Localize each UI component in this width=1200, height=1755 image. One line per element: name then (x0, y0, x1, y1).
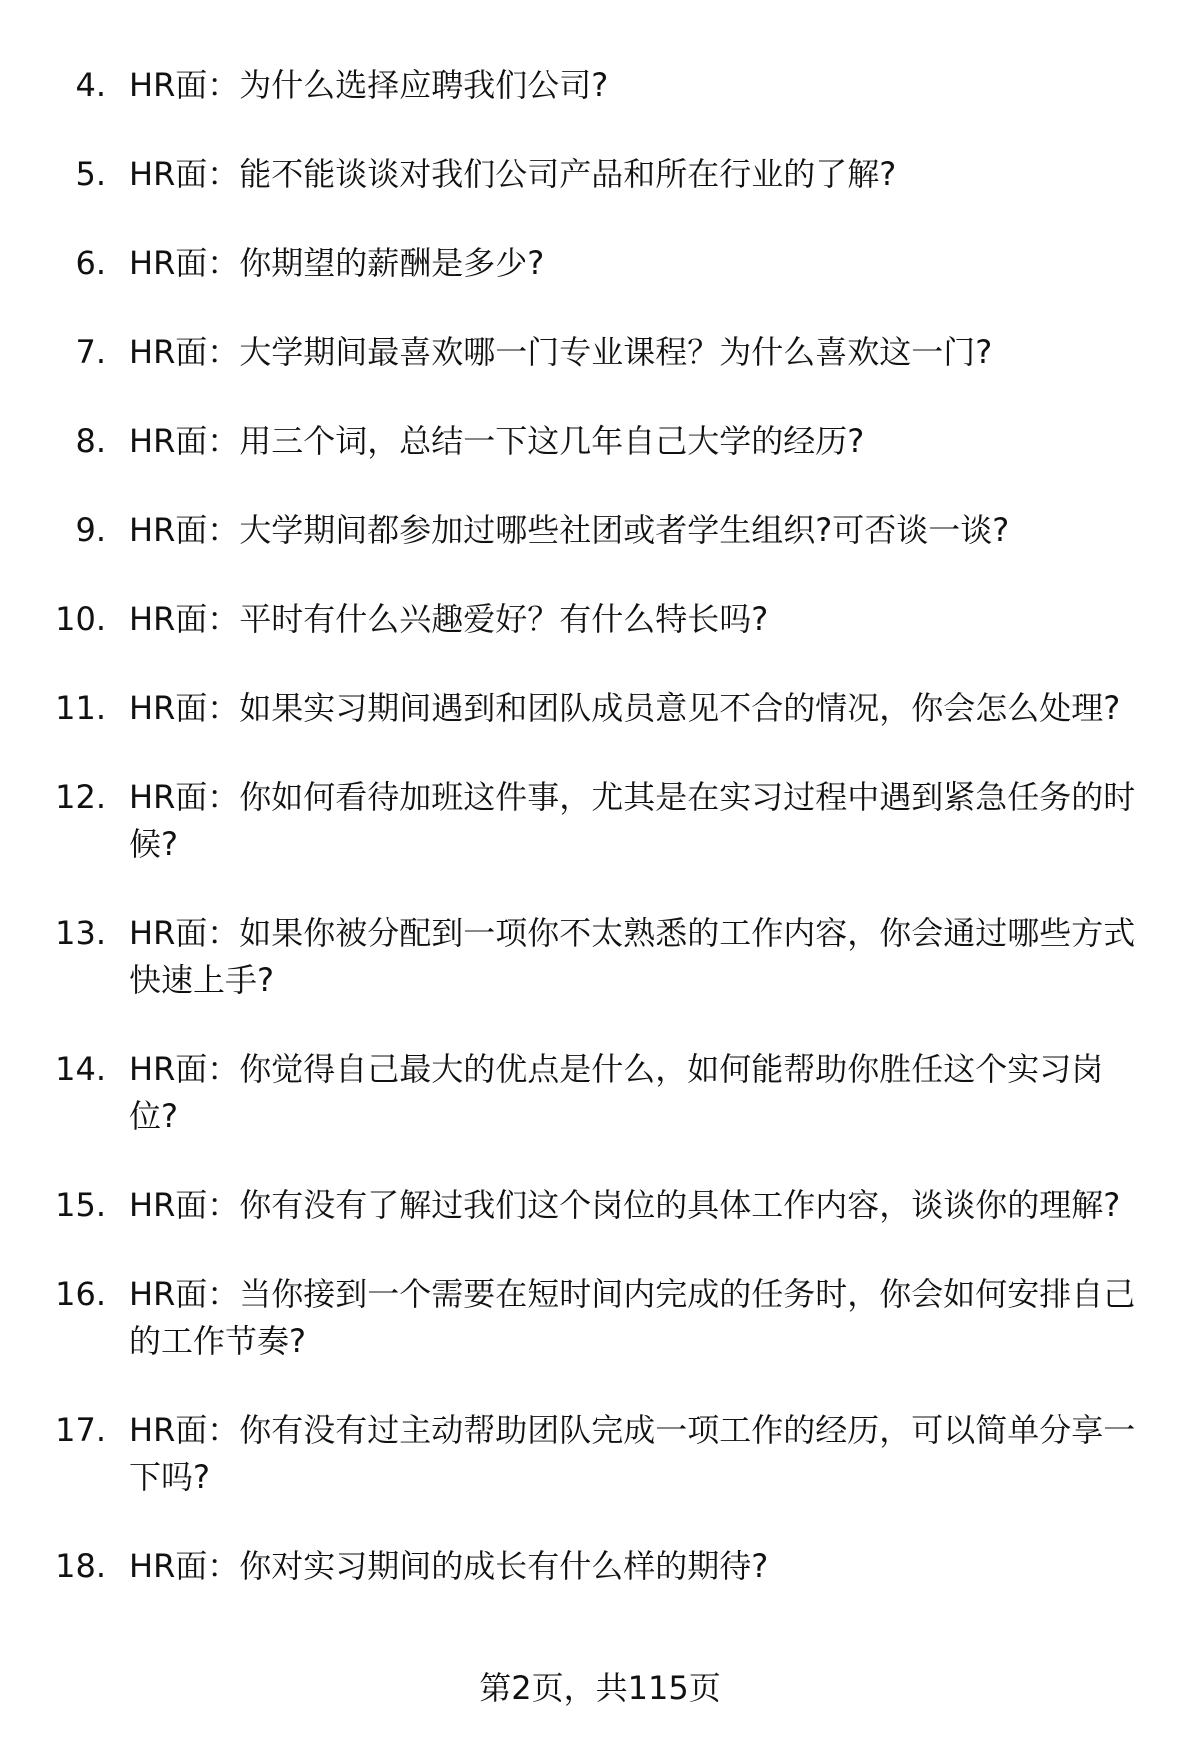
list-item (0, 507, 1200, 554)
item-number: 5. (75, 155, 106, 193)
question-list (0, 62, 1200, 1632)
list-item (0, 1543, 1200, 1590)
list-item (0, 910, 1200, 1004)
item-number: 13. (55, 914, 106, 952)
item-number: 18. (55, 1547, 106, 1585)
item-text: HR面：大学期间都参加过哪些社团或者学生组织?可否谈一谈? (129, 511, 1010, 549)
item-number: 9. (75, 511, 106, 549)
list-item (0, 1407, 1200, 1501)
page-footer: 第2页，共115页 (479, 1669, 721, 1707)
item-text: HR面：你觉得自己最大的优点是什么，如何能帮助你胜任这个实习岗位? (129, 1050, 1104, 1135)
list-item (0, 62, 1200, 109)
item-number: 8. (75, 422, 106, 460)
item-number: 7. (75, 333, 106, 371)
item-number: 14. (55, 1050, 106, 1088)
item-number: 15. (55, 1186, 106, 1224)
item-text: HR面：平时有什么兴趣爱好？有什么特长吗? (129, 600, 769, 638)
item-text: HR面：当你接到一个需要在短时间内完成的任务时，你会如何安排自己的工作节奏? (129, 1275, 1136, 1360)
item-number: 12. (55, 778, 106, 816)
item-text: HR面：你期望的薪酬是多少? (129, 244, 545, 282)
item-text: HR面：如果实习期间遇到和团队成员意见不合的情况，你会怎么处理? (129, 689, 1121, 727)
item-text: HR面：你有没有过主动帮助团队完成一项工作的经历，可以简单分享一下吗? (129, 1411, 1136, 1496)
list-item (0, 774, 1200, 868)
item-text: HR面：你如何看待加班这件事，尤其是在实习过程中遇到紧急任务的时候? (129, 778, 1136, 863)
list-item (0, 418, 1200, 465)
list-item (0, 596, 1200, 643)
item-text: HR面：如果你被分配到一项你不太熟悉的工作内容，你会通过哪些方式快速上手? (129, 914, 1136, 999)
list-item (0, 1271, 1200, 1365)
item-number: 17. (55, 1411, 106, 1449)
list-item (0, 1182, 1200, 1229)
item-number: 16. (55, 1275, 106, 1313)
list-item (0, 685, 1200, 732)
item-text: HR面：用三个词，总结一下这几年自己大学的经历? (129, 422, 865, 460)
item-number: 6. (75, 244, 106, 282)
list-item (0, 1046, 1200, 1140)
item-number: 11. (55, 689, 106, 727)
item-number: 10. (55, 600, 106, 638)
list-item (0, 329, 1200, 376)
list-item (0, 240, 1200, 287)
item-number: 4. (75, 66, 106, 104)
item-text: HR面：能不能谈谈对我们公司产品和所在行业的了解? (129, 155, 897, 193)
item-text: HR面：你有没有了解过我们这个岗位的具体工作内容，谈谈你的理解? (129, 1186, 1121, 1224)
item-text: HR面：为什么选择应聘我们公司? (129, 66, 609, 104)
list-item (0, 151, 1200, 198)
item-text: HR面：大学期间最喜欢哪一门专业课程？为什么喜欢这一门? (129, 333, 993, 371)
item-text: HR面：你对实习期间的成长有什么样的期待? (129, 1547, 769, 1585)
